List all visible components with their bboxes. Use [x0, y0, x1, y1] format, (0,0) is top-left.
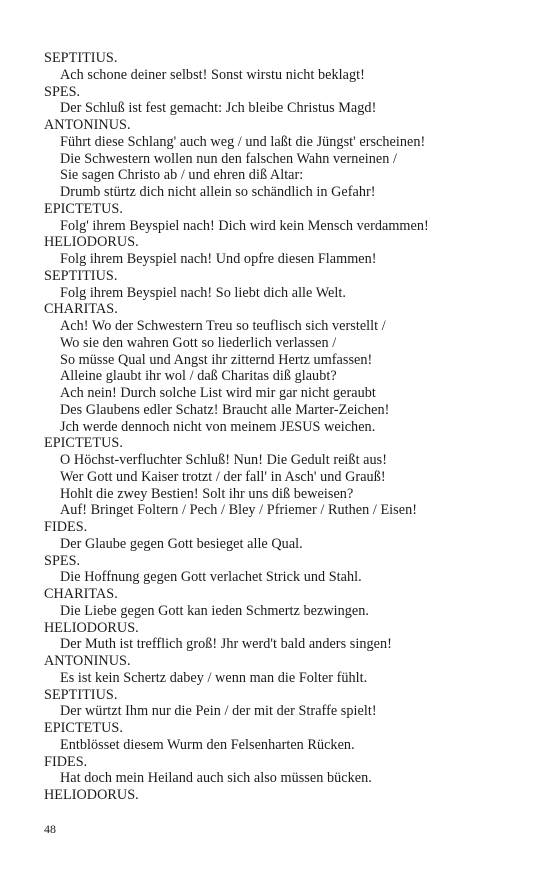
verse-line: Auf! Bringet Foltern / Pech / Bley / Pfriemer / Ruthen / Eisen! — [60, 502, 417, 519]
speaker-name: SPES. — [44, 83, 81, 100]
verse-line: Hohlt die zwey Bestien! Solt ihr uns diß beweisen? — [60, 485, 354, 502]
verse-line: Wo sie den wahren Gott so liederlich verlassen / — [60, 334, 337, 351]
verse-line: Der Glaube gegen Gott besieget alle Qual. — [60, 535, 303, 552]
page-number: 48 — [44, 822, 56, 836]
speaker-name: CHARITAS. — [44, 301, 118, 318]
speaker-name: FIDES. — [44, 519, 88, 535]
speaker-name: EPICTETUS. — [44, 200, 123, 217]
verse-line: Der Muth ist trefflich groß! Jhr werd't bald anders singen! — [60, 636, 392, 653]
verse-line: So müsse Qual und Angst ihr zitternd Hertz umfassen! — [60, 351, 373, 368]
verse-line: Ach! Wo der Schwestern Treu so teuflisch sich verstellt / — [60, 318, 386, 334]
play-text — [44, 50, 514, 804]
speaker-name: ANTONINUS. — [44, 117, 131, 133]
verse-line: Folg ihrem Beyspiel nach! Und opfre diesen Flammen! — [60, 251, 377, 267]
verse-line: Des Glaubens edler Schatz! Braucht alle Marter-Zeichen! — [60, 401, 390, 418]
verse-line: Entblösset diesem Wurm den Felsenharten Rücken. — [60, 736, 355, 753]
verse-line: Alleine glaubt ihr wol / daß Charitas diß glaubt? — [60, 368, 337, 385]
verse-line: Führt diese Schlang' auch weg / und laßt die Jüngst' erscheinen! — [60, 133, 426, 150]
verse-line: Es ist kein Schertz dabey / wenn man die Folter fühlt. — [60, 669, 368, 686]
verse-line: Hat doch mein Heiland auch sich also müssen bücken. — [60, 770, 372, 787]
speaker-name: HELIODORUS. — [44, 619, 139, 636]
verse-line: Ach nein! Durch solche List wird mir gar nicht geraubt — [60, 385, 376, 401]
verse-line: Die Schwestern wollen nun den falschen Wahn verneinen / — [60, 150, 398, 167]
verse-line: Jch werde dennoch nicht von meinem JESUS weichen. — [60, 418, 376, 435]
speaker-name: HELIODORUS. — [44, 787, 139, 803]
verse-line: Die Hoffnung gegen Gott verlachet Strick und Stahl. — [60, 569, 362, 586]
verse-line: Folg' ihrem Beyspiel nach! Dich wird kein Mensch verdammen! — [60, 217, 429, 234]
speaker-name: ANTONINUS. — [44, 653, 131, 669]
speaker-name: SEPTITIUS. — [44, 686, 118, 703]
verse-line: Folg ihrem Beyspiel nach! So liebt dich alle Welt. — [60, 284, 346, 301]
speaker-name: HELIODORUS. — [44, 234, 139, 251]
speaker-name: EPICTETUS. — [44, 720, 123, 736]
verse-line: Ach schone deiner selbst! Sonst wirstu nicht beklagt! — [60, 66, 365, 83]
verse-line: Drumb stürtz dich nicht allein so schändlich in Gefahr! — [60, 184, 376, 200]
verse-line: Wer Gott und Kaiser trotzt / der fall' in Asch' und Grauß! — [60, 468, 386, 485]
speaker-name: FIDES. — [44, 753, 88, 770]
verse-line: O Höchst-verfluchter Schluß! Nun! Die Gedult reißt aus! — [60, 452, 387, 468]
speaker-name: SEPTITIUS. — [44, 267, 118, 284]
speaker-name: SEPTITIUS. — [44, 50, 118, 66]
verse-line: Die Liebe gegen Gott kan ieden Schmertz bezwingen. — [60, 602, 369, 619]
verse-line: Der Schluß ist fest gemacht: Jch bleibe Christus Magd! — [60, 100, 377, 117]
speaker-name: SPES. — [44, 552, 81, 569]
verse-line: Der würtzt Ihm nur die Pein / der mit der Straffe spielt! — [60, 703, 377, 720]
speaker-name: EPICTETUS. — [44, 435, 123, 452]
speaker-name: CHARITAS. — [44, 586, 118, 602]
verse-line: Sie sagen Christo ab / und ehren diß Altar: — [60, 167, 304, 184]
